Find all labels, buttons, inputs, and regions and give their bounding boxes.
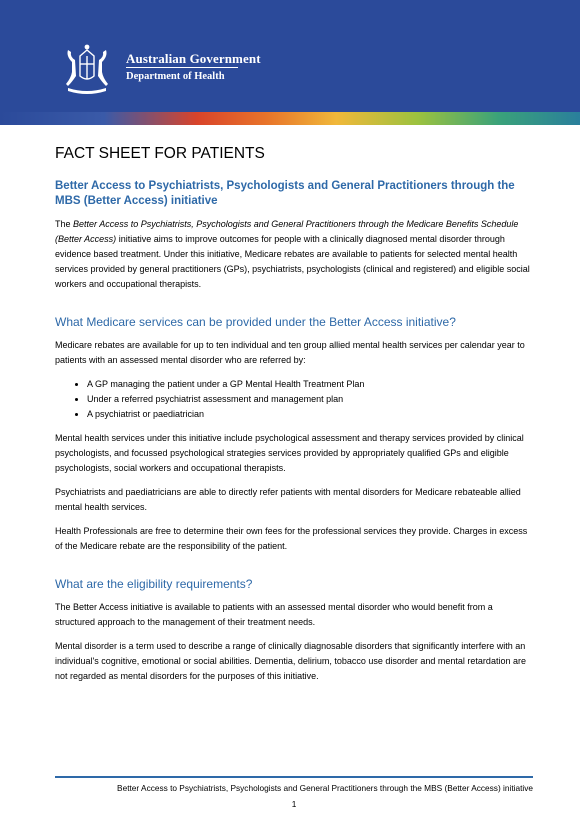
header-color-band: [0, 112, 580, 125]
section-heading-services: What Medicare services can be provided under the Better Access initiative?: [55, 315, 456, 329]
header-banner: [0, 0, 580, 112]
services-paragraph-4: Health Professionals are free to determine their own fees for the professional services they provide. Charges in excess of the Medicare rebate are the responsibility of the patient.: [55, 526, 528, 551]
intro-italic: Better Access to Psychiatrists, Psychologists and General Practitioners through the Medicare Benefits Schedule (Better Access): [55, 219, 519, 244]
department-name: Department of Health: [126, 71, 225, 82]
coat-of-arms-icon: [58, 42, 116, 100]
eligibility-paragraph-2: Mental disorder is a term used to describe a range of clinically diagnosable disorders that significantly interfere with an individual's cognitive, emotional or social abilities. Dementia, delirium, tobacco use disorder and mental retardation are not regarded as mental disorders for the purposes of this initiative.: [55, 641, 526, 681]
government-name: Australian Government: [126, 51, 261, 66]
footer-text: Better Access to Psychiatrists, Psychologists and General Practitioners through the MBS (Better Access) initiative: [117, 783, 533, 793]
list-item: • A GP managing the patient under a GP Mental Health Treatment Plan: [87, 377, 533, 392]
page-number: 1: [291, 799, 297, 809]
document-heading: Better Access to Psychiatrists, Psychologists and General Practitioners through the MBS (Better Access) initiative: [55, 180, 515, 207]
document-body: [55, 145, 533, 693]
section-heading-eligibility: What are the eligibility requirements?: [55, 577, 253, 591]
intro-paragraph: [55, 217, 533, 292]
services-paragraph-1: Medicare rebates are available for up to ten individual and ten group allied mental health services per calendar year to patients with an assessed mental disorder who are referred by:: [55, 340, 525, 365]
intro-prefix: The: [55, 219, 74, 229]
referral-list: [55, 377, 533, 422]
services-paragraph-2: Mental health services under this initiative include psychological assessment and therapy services provided by clinical psychologists, and focussed psychological strategies services provided by appropriately qualified GPs and eligible psychologists, social workers and occupational therapists.: [55, 433, 524, 473]
eligibility-paragraph-1: The Better Access initiative is available to patients with an assessed mental disorder who would benefit from a structured approach to the management of their treatment needs.: [55, 602, 493, 627]
list-item: • A psychiatrist or paediatrician: [87, 407, 533, 422]
services-paragraph-3: Psychiatrists and paediatricians are able to directly refer patients with mental disorders for Medicare rebateable allied mental health services.: [55, 487, 521, 512]
intro-suffix: initiative aims to improve outcomes for people with a clinically diagnosed mental disorder through evidence based treatment. Under this initiative, Medicare rebates are available to patients for selected mental health services provided by general practitioners (GPs), psychiatrists, psychologists (clinical and registered) and eligible social workers and occupational therapists.: [55, 234, 530, 289]
footer-rule: [55, 776, 533, 778]
list-item: • Under a referred psychiatrist assessment and management plan: [87, 392, 533, 407]
header-rule: [126, 67, 238, 68]
page-title: FACT SHEET FOR PATIENTS: [55, 145, 265, 162]
